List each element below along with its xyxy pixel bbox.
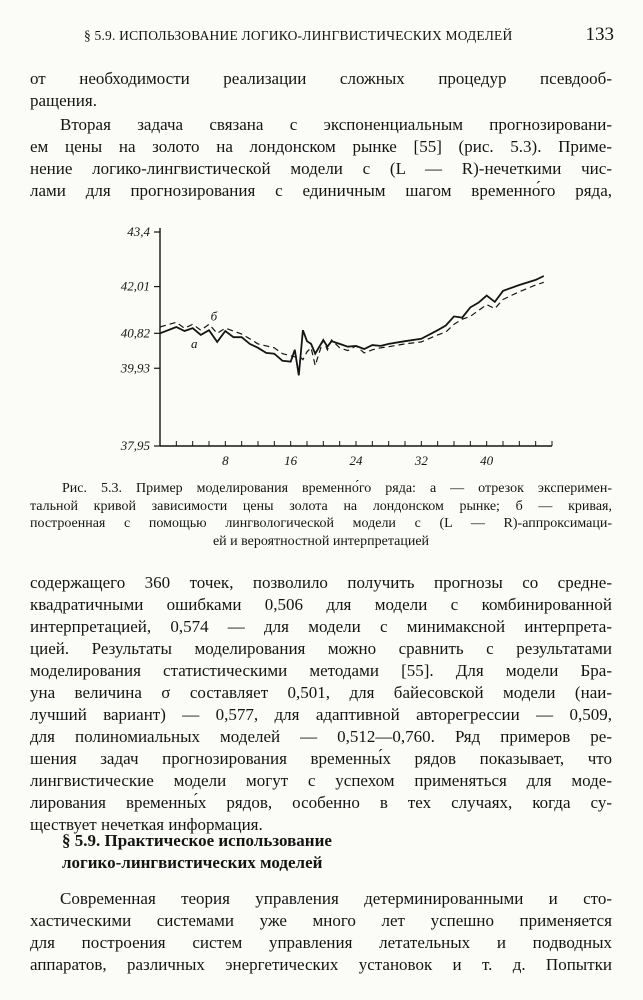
paragraph-line: содержащего 360 точек, позволило получить прогнозы со средне- [30, 573, 612, 592]
y-tick-label: 37,95 [120, 438, 150, 453]
paragraph-line: моделирования статистическими методами [55]. Для модели Бра- [30, 661, 612, 680]
caption-line: построенная с помощью лингвологической модели с (L — R)-аппроксимаци- [30, 516, 612, 531]
caption-line: тальной кривой зависимости цены золота на лондонском рынке; б — кривая, [30, 498, 612, 514]
paragraph-line: лингвистические модели могут с успехом применяться для моде- [30, 771, 612, 790]
page-number: 133 [585, 24, 614, 45]
x-ticks [176, 441, 552, 468]
paragraph-line: хастическими системами уже много лет успешно применяется [30, 911, 612, 930]
paragraph-line: лучший вариант) — 0,577, для адаптивной авторегрессии — 0,509, [30, 705, 612, 724]
x-tick-label: 32 [414, 453, 428, 468]
y-tick-label: 42,01 [120, 278, 150, 294]
gold-price-chart [60, 218, 620, 478]
paragraph-line-last: ществует нечеткая информация. [30, 815, 263, 834]
series-label-a: а [191, 335, 198, 351]
series-label-b: б [210, 308, 218, 324]
paragraph-line: от необходимости реализации сложных процедур псевдооб- [30, 69, 612, 88]
paragraph-4 [30, 888, 612, 976]
caption-line-last: ей и вероятностной интерпретацией [212, 533, 430, 549]
x-tick-label: 16 [284, 453, 298, 468]
paragraph-line: лирования временны́х рядов, особенно в тех случаях, когда су- [30, 793, 612, 812]
chart-series [160, 276, 544, 375]
paragraph-line: для построения систем управления летательных и подводных [30, 933, 612, 952]
paragraph-line: шения задач прогнозирования временны́х рядов показывает, что [30, 749, 612, 768]
paragraph-line: ем цены на золото на лондонском рынке [55] (рис. 5.3). Приме- [30, 137, 612, 156]
paragraph-line: Вторая задача связана с экспоненциальным прогнозировани- [60, 115, 612, 134]
y-tick-label: 39,93 [120, 360, 150, 376]
section-heading-line: логико-лингвистических моделей [62, 853, 323, 872]
caption-line: Рис. 5.3. Пример моделирования временно́го ряда: а — отрезок эксперимен- [62, 481, 612, 496]
paragraph-line: интерпретацией, 0,574 — для модели с минимаксной интерпрета- [30, 617, 612, 636]
figure-caption [30, 480, 612, 550]
x-tick-label: 8 [222, 453, 229, 468]
series-line-a [160, 276, 544, 375]
section-heading [62, 830, 602, 874]
y-ticks [120, 224, 160, 453]
section-heading-line: § 5.9. Практическое использование [62, 831, 332, 850]
paragraph-line: уна величина σ составляет 0,501, для байесовской модели (наи- [30, 683, 612, 702]
paragraph-1 [30, 68, 612, 112]
x-tick-label: 40 [480, 453, 494, 468]
paragraph-2 [30, 114, 612, 202]
paragraph-line: цией. Результаты моделирования можно сравнить с результатами [30, 639, 612, 658]
paragraph-line: аппаратов, различных энергетических установок и т. д. Попытки [30, 955, 612, 974]
paragraph-line: Современная теория управления детерминированными и сто- [60, 889, 612, 908]
paragraph-line-last: ращения. [30, 91, 97, 110]
series-line-b [160, 282, 544, 365]
running-header [84, 24, 614, 48]
paragraph-line: лами для прогнозирования с единичным шагом временно́го ряда, [30, 181, 612, 200]
chart-axes [160, 228, 552, 446]
y-tick-label: 43,4 [127, 224, 150, 239]
paragraph-line: для полиномиальных моделей — 0,512—0,760. Ряд примеров ре- [30, 727, 612, 746]
paragraph-line: квадратичными ошибками 0,506 для модели с комбинированной [30, 595, 612, 614]
x-tick-label: 24 [349, 453, 363, 468]
running-title: § 5.9. ИСПОЛЬЗОВАНИЕ ЛОГИКО-ЛИНГВИСТИЧЕСКИХ МОДЕЛЕЙ [84, 28, 513, 43]
paragraph-line: нение логико-лингвистической модели с (L — R)-нечеткими чис- [30, 159, 612, 178]
y-tick-label: 40,82 [120, 325, 150, 341]
paragraph-3 [30, 572, 612, 836]
